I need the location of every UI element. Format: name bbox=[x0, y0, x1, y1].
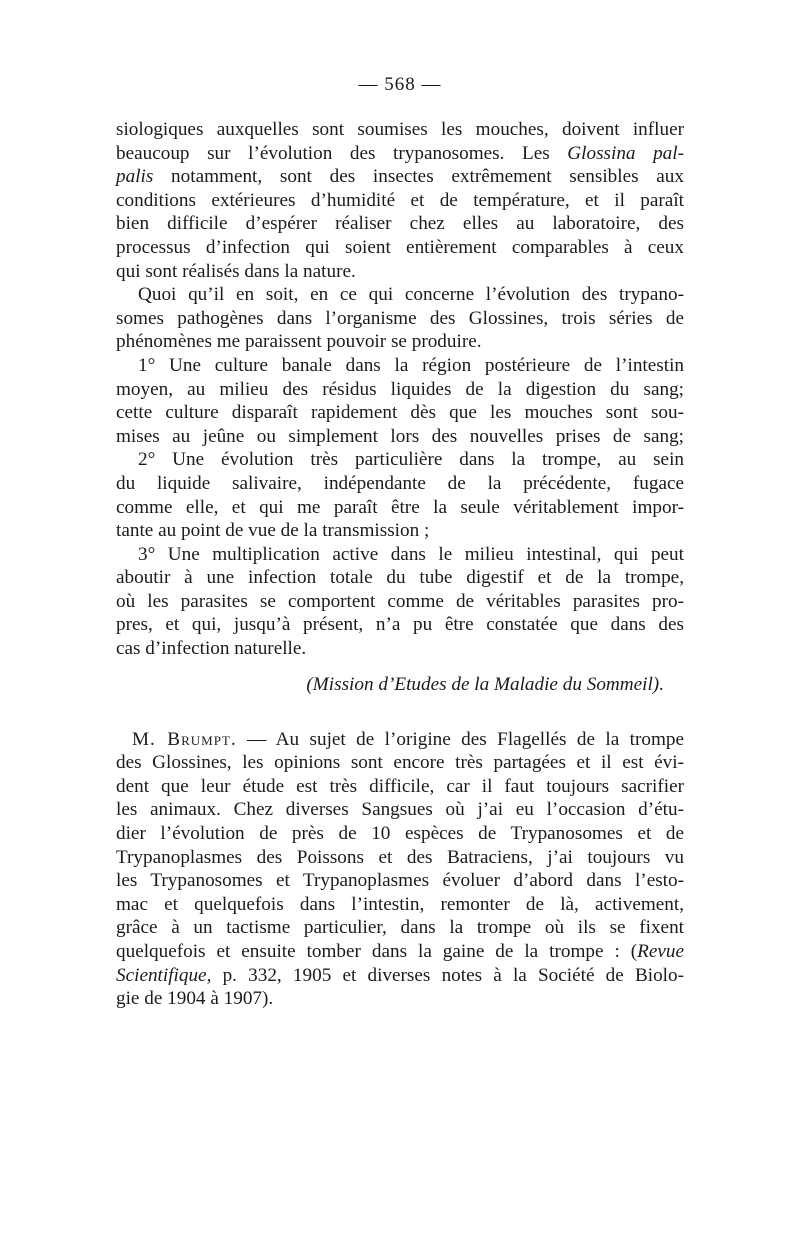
text-line: phénomènes me paraissent pouvoir se produire. bbox=[116, 331, 482, 353]
text-line: somes pathogènes dans l’organisme des Glossines, trois séries de bbox=[116, 307, 684, 329]
text-line: comme elle, et qui me paraît être la seule véritablement impor- bbox=[116, 496, 684, 518]
attribution: (Mission d’Etudes de la Maladie du Sommeil). bbox=[306, 673, 664, 695]
list-item-2 bbox=[116, 448, 684, 542]
text-line: cette culture disparaît rapidement dès que les mouches sont sou- bbox=[116, 402, 684, 424]
italic-term: Glossina pal- bbox=[567, 142, 684, 164]
text-line: moyen, au milieu des résidus liquides de la digestion du sang; bbox=[116, 378, 684, 400]
text-line: du liquide salivaire, indépendante de la précédente, fugace bbox=[116, 472, 684, 494]
text-line: palis notamment, sont des insectes extrêmement sensibles aux bbox=[116, 166, 684, 188]
text-line: M. Brumpt. — Au sujet de l’origine des Flagellés de la trompe bbox=[132, 728, 685, 750]
text-line: aboutir à une infection totale du tube digestif et de la trompe, bbox=[116, 567, 684, 589]
text-line: Quoi qu’il en soit, en ce qui concerne l’évolution des trypano- bbox=[138, 284, 684, 306]
text-line: où les parasites se comportent comme de véritables parasites pro- bbox=[116, 590, 684, 612]
text-line: beaucoup sur l’évolution des trypanosomes. Les Glossina pal- bbox=[116, 142, 684, 164]
text-line: quelquefois et ensuite tomber dans la gaine de la trompe : (Revue bbox=[116, 941, 684, 962]
text-line: dent que leur étude est très difficile, car il faut toujours sacrifier bbox=[116, 775, 684, 797]
list-item-1 bbox=[116, 354, 684, 448]
italic-term: Scientifique bbox=[116, 964, 207, 986]
text-line: tante au point de vue de la transmission ; bbox=[116, 520, 430, 542]
document-page bbox=[116, 74, 684, 1011]
text-line: 1° Une culture banale dans la région postérieure de l’intestin bbox=[138, 354, 684, 376]
text-line: les animaux. Chez diverses Sangsues où j’ai eu l’occasion d’étu- bbox=[116, 799, 684, 821]
text-line: bien difficile d’espérer réaliser chez elles au laboratoire, des bbox=[116, 213, 684, 235]
text-line: processus d’infection qui soient entièrement comparables à ceux bbox=[116, 236, 684, 258]
text-line: des Glossines, les opinions sont encore très partagées et il est évi- bbox=[116, 752, 684, 774]
text-line: siologiques auxquelles sont soumises les mouches, doivent influer bbox=[116, 119, 684, 140]
text-line: mac et quelquefois dans l’intestin, remonter de là, activement, bbox=[116, 893, 684, 915]
text-line: conditions extérieures d’humidité et de température, et il paraît bbox=[116, 189, 684, 211]
text-line: cas d’infection naturelle. bbox=[116, 638, 307, 660]
italic-term: Revue bbox=[637, 941, 684, 962]
text-line: gie de 1904 à 1907). bbox=[116, 988, 274, 1010]
text-line: 3° Une multiplication active dans le milieu intestinal, qui peut bbox=[138, 543, 684, 565]
text-line: Scientifique, p. 332, 1905 et diverses notes à la Société de Biolo- bbox=[116, 964, 684, 986]
paragraph-3 bbox=[116, 728, 684, 1011]
text-line: pres, et qui, jusqu’à présent, n’a pu être constatée que dans des bbox=[116, 614, 684, 636]
text-line: grâce à un tactisme particulier, dans la trompe où ils se fixent bbox=[116, 917, 684, 939]
text-line: les Trypanosomes et Trypanoplasmes évoluer d’abord dans l’esto- bbox=[116, 870, 684, 892]
list-item-3 bbox=[116, 543, 684, 661]
paragraph-2 bbox=[116, 283, 684, 354]
text-line: Trypanoplasmes des Poissons et des Batraciens, j’ai toujours vu bbox=[116, 846, 684, 868]
text-line: 2° Une évolution très particulière dans la trompe, au sein bbox=[138, 449, 684, 471]
page-number: — 568 — bbox=[358, 74, 442, 95]
text-line: dier l’évolution de près de 10 espèces de Trypanosomes et de bbox=[116, 823, 684, 845]
speaker-name: M. Brumpt. bbox=[132, 728, 237, 750]
text-line: mises au jeûne ou simplement lors des nouvelles prises de sang; bbox=[116, 425, 684, 447]
italic-term: palis bbox=[116, 166, 154, 188]
paragraph-1 bbox=[116, 118, 684, 283]
text-line: qui sont réalisés dans la nature. bbox=[116, 260, 356, 282]
